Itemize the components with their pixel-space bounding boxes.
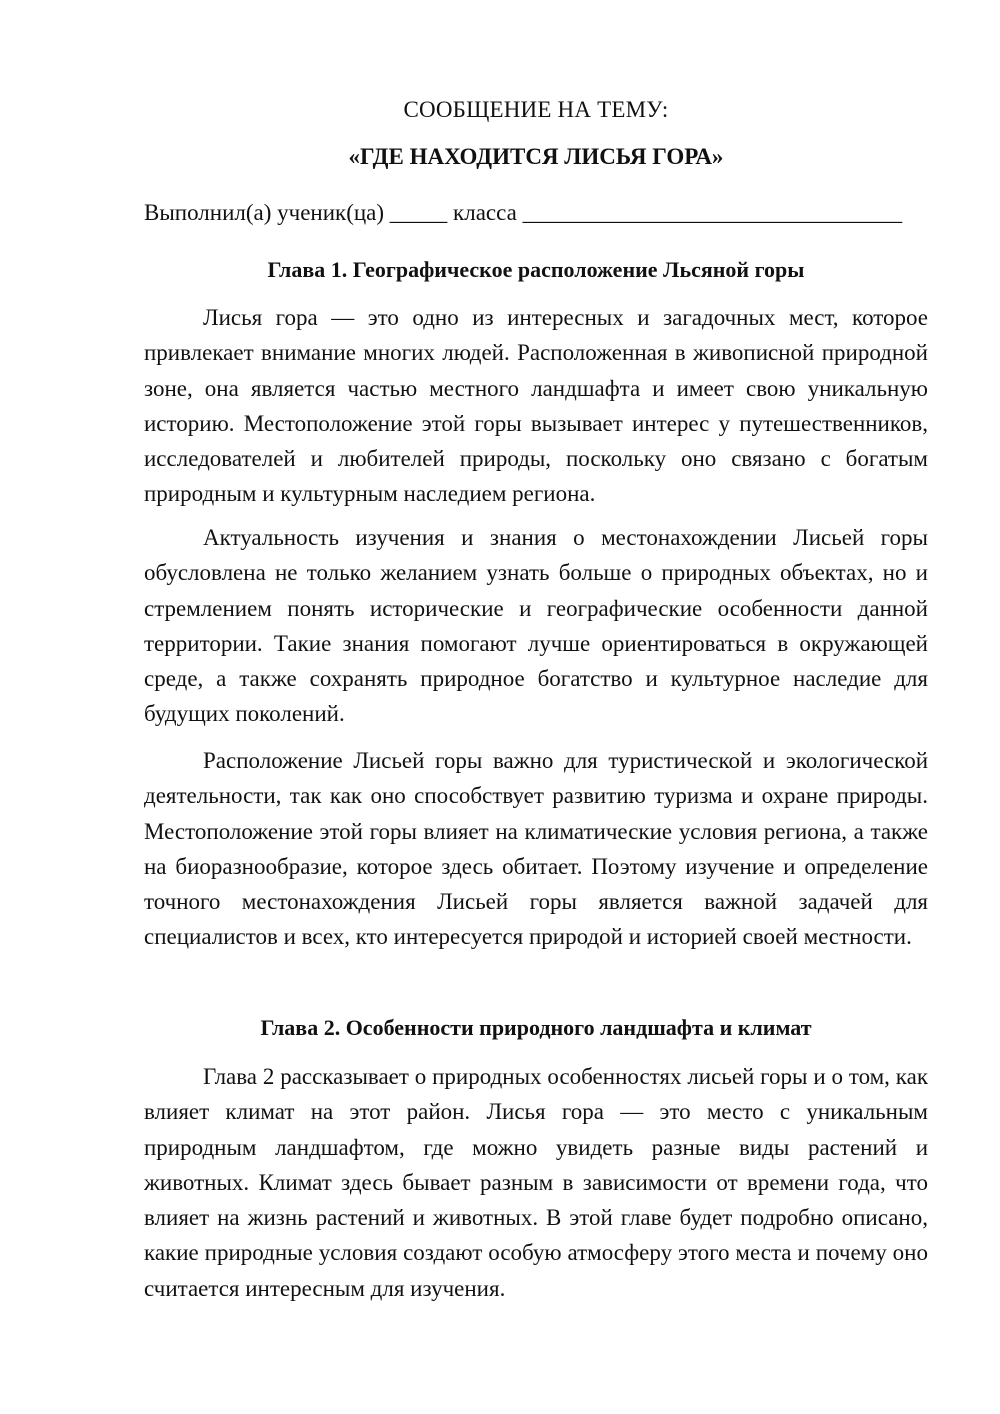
chapter-2-heading: Глава 2. Особенности природного ландшафта и климат — [260, 1015, 812, 1040]
chapter-1-heading: Глава 1. Географическое расположение Льсяной горы — [267, 257, 805, 282]
chapter-1-paragraph-2: Актуальность изучения и знания о местонахождении Лисьей горы обусловлена не только желанием узнать больше о природных объектах, но и стремлением понять исторические и географические особенности данной территории. Такие знания помогают лучше ориентироваться в окружающей среде, а также сохранять природное богатство и культурное наследие для будущих поколений. — [144, 525, 928, 727]
chapter-1-paragraph-1: Лисья гора — это одно из интересных и загадочных мест, которое привлекает внимание многих людей. Расположенная в живописной природной зоне, она является частью местного ландшафта и имеет свою уникальную историю. Местоположение этой горы вызывает интерес у путешественников, исследователей и любителей природы, поскольку оно связано с богатым природным и культурным наследием региона. — [144, 305, 928, 507]
chapter-1-paragraph-3: Расположение Лисьей горы важно для туристической и экологической деятельности, так как оно способствует развитию туризма и охране природы. Местоположение этой горы влияет на климатические условия региона, а также на биоразнообразие, которое здесь обитает. Поэтому изучение и определение точного местонахождения Лисьей горы является важной задачей для специалистов и всех, кто интересуется природой и историей своей местности. — [144, 748, 928, 950]
title-line-1: СООБЩЕНИЕ НА ТЕМУ: — [403, 97, 669, 122]
chapter-2-paragraph-1: Глава 2 рассказывает о природных особенностях лисьей горы и о том, как влияет климат на этот район. Лисья гора — это место с уникальным природным ландшафтом, где можно увидеть разные виды растений и животных. Климат здесь бывает разным в зависимости от времени года, что влияет на жизнь растений и животных. В этой главе будет подробно описано, какие природные условия создают особую атмосферу этого места и почему оно считается интересным для изучения. — [144, 1064, 928, 1301]
author-line: Выполнил(а) ученик(ца) _____ класса _________________________________ — [144, 200, 903, 225]
title-line-2: «ГДЕ НАХОДИТСЯ ЛИСЬЯ ГОРА» — [348, 144, 724, 169]
